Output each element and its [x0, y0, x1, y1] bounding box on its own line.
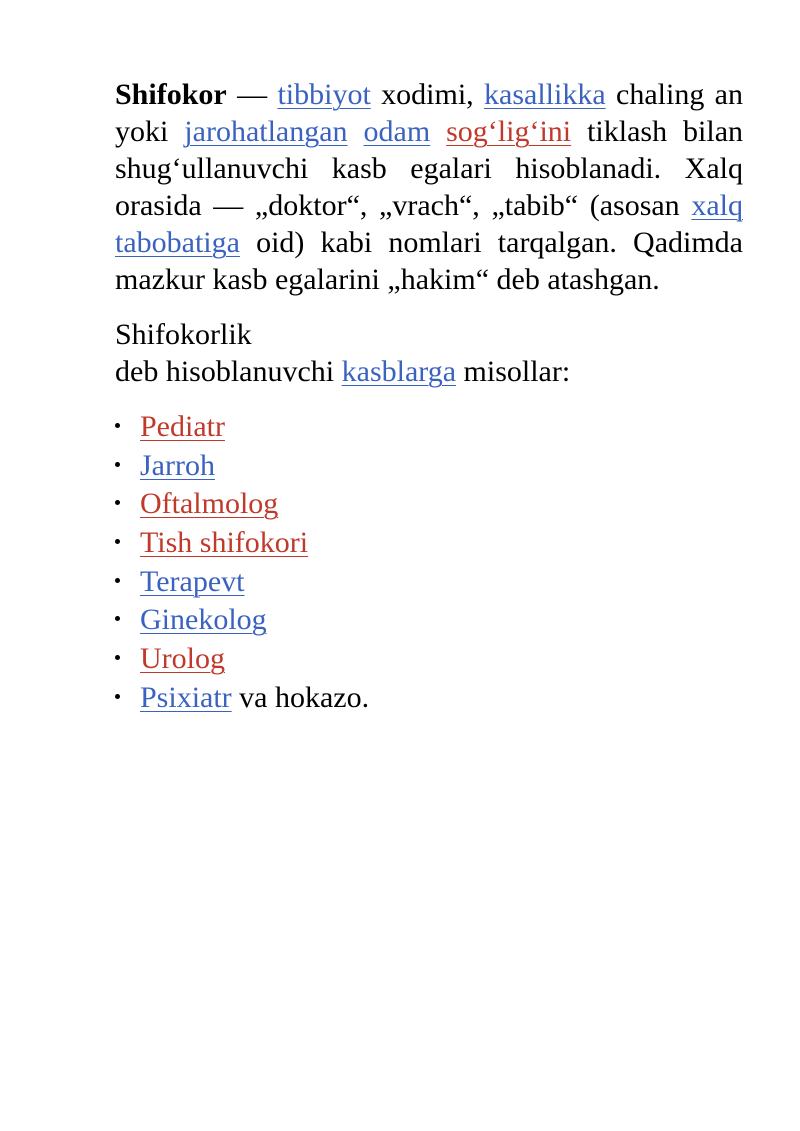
list-item [115, 679, 743, 718]
profession-list [115, 408, 743, 718]
list-item [115, 447, 743, 486]
bullet-icon [115, 462, 120, 467]
text-segment: — [226, 78, 278, 111]
bullet-icon [115, 423, 120, 428]
bullet-icon [115, 616, 120, 621]
list-suffix: va hokazo. [231, 680, 370, 714]
text-segment: xodimi, [370, 78, 485, 111]
link-jarohatlangan[interactable]: jarohatlangan [184, 115, 348, 148]
bullet-icon [115, 578, 120, 583]
link-terapevt[interactable]: Terapevt [140, 564, 245, 598]
intro-paragraph [115, 76, 743, 298]
list-item [115, 563, 743, 602]
text-segment [348, 115, 364, 148]
link-urolog[interactable]: Urolog [140, 642, 225, 676]
text-segment [430, 115, 446, 148]
link-tibbiyot[interactable]: tibbiyot [277, 78, 371, 111]
link-pediatr[interactable]: Pediatr [140, 410, 225, 443]
link-psixiatr[interactable]: Psixiatr [140, 680, 232, 714]
text-segment: tiklash bilan shug‘ullanuvchi kasb egalari hisoblanadi. Xalq orasida — „doktor“, „vrach“, „tabib“ (asosan [115, 115, 744, 222]
text-segment: misollar: [456, 355, 571, 388]
list-item [115, 408, 743, 447]
list-item [115, 485, 743, 524]
link-sogligini[interactable]: sog‘lig‘ini [446, 115, 572, 148]
link-kasblarga[interactable]: kasblarga [341, 355, 457, 388]
bullet-icon [115, 694, 120, 699]
text-segment: deb hisoblanuvchi [115, 355, 342, 388]
examples-paragraph [115, 316, 743, 390]
list-item [115, 601, 743, 640]
bullet-icon [115, 539, 120, 544]
text-segment: Shifokorlik [115, 318, 252, 351]
link-xalq-tabobatiga[interactable]: xalq tabobatiga [115, 189, 743, 259]
link-ginekolog[interactable]: Ginekolog [140, 603, 267, 637]
bullet-icon [115, 655, 120, 660]
link-odam[interactable]: odam [363, 115, 431, 148]
list-item [115, 640, 743, 679]
list-item [115, 524, 743, 563]
link-jarroh[interactable]: Jarroh [140, 448, 215, 482]
article-body [115, 76, 743, 718]
link-tish-shifokori[interactable]: Tish shifokori [140, 526, 309, 560]
link-kasallikka[interactable]: kasallikka [484, 78, 606, 111]
text-segment: oid) kabi nomlari tarqalgan. Qadimda mazkur kasb egalarini „hakim“ deb atashgan. [115, 226, 743, 296]
link-oftalmolog[interactable]: Oftalmolog [140, 487, 279, 521]
term-shifokor: Shifokor [115, 78, 227, 111]
bullet-icon [115, 500, 120, 505]
text-segment: chaling an yoki [115, 78, 743, 148]
